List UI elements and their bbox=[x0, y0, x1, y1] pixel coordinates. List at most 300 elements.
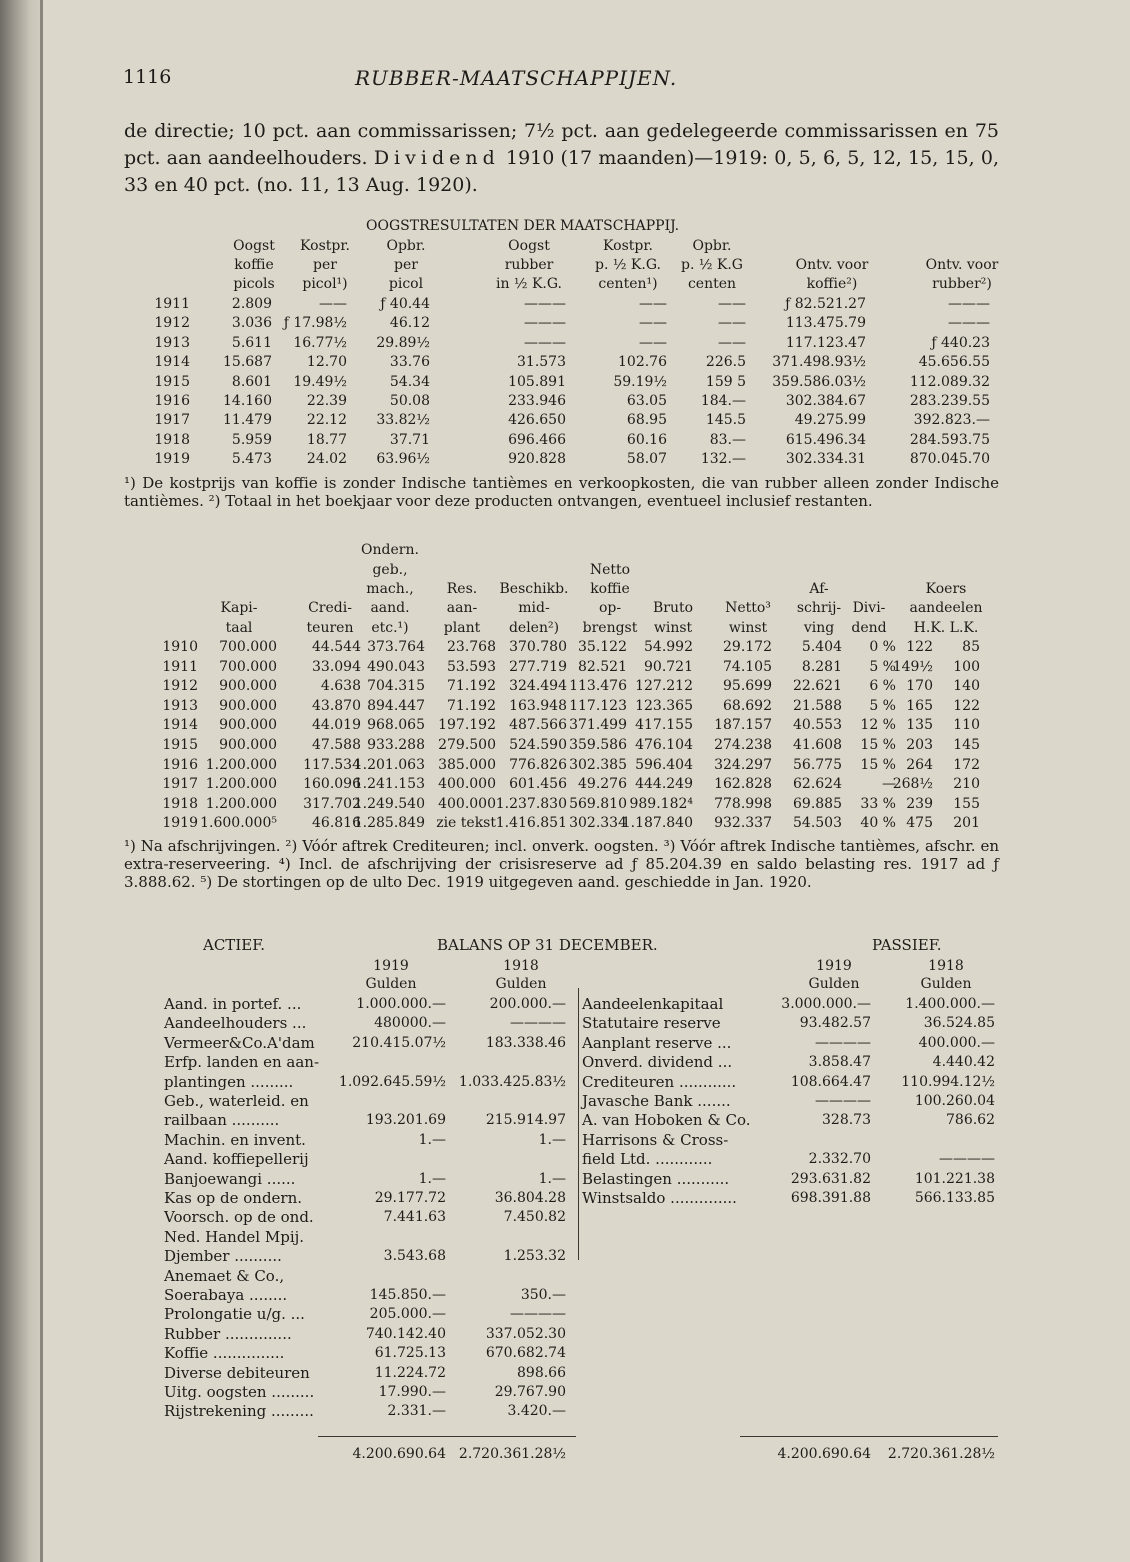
balance-actief-1918: 670.682.74 bbox=[485, 1345, 566, 1362]
balance-passief-label: PASSIEF. bbox=[872, 936, 942, 954]
harvest-row-year: 1918 bbox=[154, 431, 190, 448]
balance-actief-1919: 1.— bbox=[418, 1131, 446, 1148]
finance-cell: 700.000 bbox=[219, 639, 277, 655]
finance-cell: 490.043 bbox=[367, 658, 425, 675]
finance-cell: 0 % bbox=[869, 639, 896, 655]
finance-cell: 210 bbox=[953, 776, 980, 793]
balance-actief-item: Kas op de ondern. bbox=[164, 1189, 303, 1207]
finance-cell: 1.187.840 bbox=[621, 815, 693, 832]
finance-cell: 900.000 bbox=[219, 737, 277, 753]
balance-passief-1918: 1.400.000.— bbox=[905, 996, 995, 1012]
harvest-cell: 5.611 bbox=[231, 334, 272, 351]
balance-actief-item: Rubber .............. bbox=[164, 1324, 292, 1343]
finance-cell: 444.249 bbox=[635, 776, 693, 793]
harvest-cell: 284.593.75 bbox=[909, 431, 990, 448]
finance-cell: 172 bbox=[953, 756, 980, 773]
harvest-header: per bbox=[313, 257, 337, 273]
harvest-cell: 392.823.— bbox=[913, 412, 990, 429]
harvest-header: Kostpr. bbox=[300, 238, 350, 254]
finance-cell: 122 bbox=[906, 639, 933, 655]
harvest-cell: 184.— bbox=[700, 393, 746, 409]
finance-cell: 778.998 bbox=[714, 795, 772, 812]
balance-actief-1919: 29.177.72 bbox=[374, 1190, 446, 1206]
harvest-cell: 24.02 bbox=[306, 451, 347, 468]
finance-footnote: ¹) Na afschrijvingen. ²) Vóór aftrek Crediteuren; incl. onverk. oogsten. ³) Vóór aftrek Indische tantièmes, afschr. en extra-reserveering. ⁴) Incl. de afschrijving der crisisreserve ad ƒ 85.204.39 en saldo belasting res. 1917 ad ƒ 3.888.62. ⁵) De stortingen op de ulto Dec. 1919 uitgegeven aand. geschiedde in Jan. 1920. bbox=[124, 837, 999, 891]
balance-actief-1919: 1.— bbox=[418, 1170, 446, 1187]
finance-cell: 74.105 bbox=[723, 658, 772, 675]
finance-cell: 110 bbox=[953, 717, 980, 734]
finance-cell: 476.104 bbox=[635, 737, 693, 753]
balance-actief-1919: 17.990.— bbox=[378, 1384, 446, 1400]
finance-cell: 8.281 bbox=[801, 658, 842, 675]
finance-cell: 203 bbox=[906, 737, 933, 753]
finance-header: winst bbox=[653, 620, 693, 636]
finance-cell: 264 bbox=[906, 756, 933, 773]
finance-cell: 776.826 bbox=[509, 756, 567, 773]
balance-actief-item: Diverse debiteuren bbox=[164, 1363, 310, 1382]
balance-actief-item: Koffie ............... bbox=[164, 1344, 285, 1363]
harvest-cell: —— bbox=[319, 296, 347, 312]
harvest-cell: 14.160 bbox=[223, 393, 272, 409]
balance-actief-1918: 1.— bbox=[538, 1170, 566, 1187]
balance-actief-label: ACTIEF. bbox=[203, 936, 266, 954]
harvest-cell: ƒ 440.23 bbox=[931, 334, 990, 351]
finance-header: ving bbox=[803, 620, 835, 636]
balance-actief-item: Anemaet & Co., bbox=[164, 1266, 285, 1285]
harvest-cell: 870.045.70 bbox=[909, 451, 990, 468]
page-number: 1116 bbox=[123, 66, 172, 88]
harvest-cell: 22.12 bbox=[306, 412, 347, 429]
harvest-cell: 15.687 bbox=[223, 354, 272, 371]
finance-cell: 22.621 bbox=[793, 678, 842, 695]
balance-passief-1919: 108.664.47 bbox=[790, 1073, 871, 1090]
finance-cell: 5 % bbox=[869, 658, 896, 675]
finance-cell: 82.521 bbox=[578, 658, 627, 675]
finance-cell: 900.000 bbox=[219, 717, 277, 734]
balance-actief-item: Voorsch. op de ond. bbox=[164, 1208, 314, 1227]
finance-cell: 317.702 bbox=[303, 795, 361, 812]
harvest-cell: 29.89½ bbox=[376, 334, 430, 351]
balance-actief-1918: 337.052.30 bbox=[485, 1325, 566, 1342]
balance-actief-1918: 3.420.— bbox=[507, 1403, 566, 1420]
balance-actief-total-rule bbox=[318, 1436, 576, 1437]
intro-text-1: de directie; 10 pct. aan commissarissen; 7½ pct. aan gedelegeerde commissarissen en 75 pct. aan aandeelhouders. bbox=[124, 120, 999, 169]
finance-cell: 1.241.153 bbox=[353, 776, 425, 793]
harvest-cell: 371.498.93½ bbox=[772, 354, 866, 371]
balance-actief-item: Djember .......... bbox=[164, 1247, 282, 1266]
finance-cell: 1.200.000 bbox=[205, 756, 277, 773]
harvest-cell: 63.96½ bbox=[376, 451, 430, 468]
finance-cell: 371.499 bbox=[569, 717, 627, 734]
harvest-cell: 18.77 bbox=[306, 431, 347, 448]
balance-passief-item: A. van Hoboken & Co. bbox=[582, 1111, 751, 1130]
intro-text-2: 1910 (17 maanden)—1919: 0, 5, 6, 5, 12, 15, 15, 0, 33 en 40 pct. (no. 11, 13 Aug. 1920). bbox=[124, 147, 1000, 196]
harvest-cell: ——— bbox=[524, 334, 566, 351]
finance-header: H.K. L.K. bbox=[913, 620, 979, 636]
finance-row-year: 1913 bbox=[162, 697, 198, 714]
finance-row-year: 1915 bbox=[162, 737, 198, 753]
balance-passief-item: field Ltd. ............ bbox=[582, 1150, 713, 1169]
finance-cell: 54.503 bbox=[793, 815, 842, 832]
harvest-row-year: 1913 bbox=[154, 334, 190, 351]
balance-actief-item: Geb., waterleid. en bbox=[164, 1092, 309, 1110]
balance-passief-1918: ———— bbox=[939, 1151, 995, 1168]
finance-header: delen²) bbox=[508, 620, 560, 636]
balance-actief-1918: 36.804.28 bbox=[494, 1190, 566, 1206]
finance-header: Netto³ bbox=[725, 600, 771, 616]
balance-actief-1919: 480000.— bbox=[374, 1015, 446, 1032]
balance-actief-1918: 183.338.46 bbox=[485, 1034, 566, 1051]
balance-actief-1919: 205.000.— bbox=[369, 1306, 446, 1323]
balance-passief-total-rule bbox=[740, 1436, 998, 1437]
balance-actief-1919: 1.092.645.59½ bbox=[338, 1073, 446, 1090]
finance-row-year: 1918 bbox=[162, 795, 198, 812]
finance-header: plant bbox=[443, 620, 481, 636]
finance-cell: 596.404 bbox=[635, 756, 693, 773]
finance-cell: 127.212 bbox=[635, 678, 693, 695]
finance-cell: 5 % bbox=[869, 697, 896, 714]
finance-cell: 149½ bbox=[892, 658, 933, 675]
balance-actief-item: Vermeer&Co.A'dam bbox=[164, 1033, 315, 1052]
finance-cell: 187.157 bbox=[714, 717, 772, 734]
finance-cell: 968.065 bbox=[367, 717, 425, 734]
finance-cell: 989.182⁴ bbox=[629, 795, 693, 812]
balance-actief-item: Aand. in portef. ... bbox=[164, 995, 302, 1013]
finance-cell: 201 bbox=[953, 815, 980, 832]
balance-passief-item: Aanplant reserve ... bbox=[582, 1033, 732, 1052]
finance-cell: 21.588 bbox=[793, 697, 842, 714]
balance-actief-1918: 29.767.90 bbox=[494, 1384, 566, 1400]
harvest-header: picols bbox=[233, 276, 275, 292]
harvest-cell: 3.036 bbox=[231, 315, 272, 332]
balance-actief-item: Ned. Handel Mpij. bbox=[164, 1227, 305, 1246]
harvest-cell: 68.95 bbox=[626, 412, 667, 429]
harvest-table-title: OOGSTRESULTATEN DER MAATSCHAPPIJ. bbox=[366, 218, 680, 234]
finance-cell: 145 bbox=[953, 737, 980, 753]
balance-actief-1919: 11.224.72 bbox=[374, 1364, 446, 1381]
harvest-cell: 426.650 bbox=[508, 412, 566, 429]
harvest-row-year: 1917 bbox=[154, 412, 190, 429]
finance-row-year: 1919 bbox=[162, 815, 198, 832]
balance-passief-total-1919: 4.200.690.64 bbox=[777, 1446, 871, 1462]
finance-cell: 704.315 bbox=[367, 678, 425, 695]
harvest-cell: 145.5 bbox=[705, 412, 746, 429]
balance-actief-1918: 7.450.82 bbox=[503, 1209, 566, 1226]
harvest-cell: 113.475.79 bbox=[785, 315, 866, 332]
finance-cell: 5.404 bbox=[801, 639, 842, 655]
finance-header: teuren bbox=[306, 620, 354, 636]
finance-cell: 900.000 bbox=[219, 697, 277, 714]
finance-cell: 49.276 bbox=[578, 776, 627, 793]
finance-cell: 400.000 bbox=[438, 795, 496, 812]
harvest-cell: 359.586.03½ bbox=[772, 373, 866, 390]
finance-header: koffie bbox=[590, 581, 630, 597]
harvest-header: koffie bbox=[234, 257, 274, 273]
finance-cell: 29.172 bbox=[723, 639, 772, 655]
balance-actief-1919: 740.142.40 bbox=[365, 1325, 446, 1342]
finance-row-year: 1914 bbox=[162, 717, 198, 734]
balance-passief-1919: 93.482.57 bbox=[799, 1015, 871, 1032]
finance-header: Koers bbox=[925, 581, 967, 597]
finance-cell: 373.764 bbox=[367, 639, 425, 655]
finance-cell: 197.192 bbox=[438, 717, 496, 734]
finance-cell: 68.692 bbox=[723, 697, 772, 714]
balance-passief-1919: ———— bbox=[815, 1093, 871, 1109]
finance-header: geb., bbox=[372, 562, 408, 578]
balance-actief-1918: ———— bbox=[510, 1306, 566, 1323]
harvest-cell: 54.34 bbox=[389, 373, 430, 390]
finance-row-year: 1912 bbox=[162, 678, 198, 695]
balance-actief-1918: 350.— bbox=[520, 1287, 566, 1303]
harvest-cell: 696.466 bbox=[508, 431, 566, 448]
harvest-cell: 117.123.47 bbox=[785, 334, 866, 351]
balance-actief-unit1: Gulden bbox=[365, 976, 417, 992]
finance-header: Beschikb. bbox=[499, 581, 569, 597]
harvest-cell: ——— bbox=[948, 296, 990, 312]
finance-header: etc.¹) bbox=[371, 620, 409, 636]
balance-actief-unit2: Gulden bbox=[495, 976, 547, 992]
finance-cell: 160.096 bbox=[303, 776, 361, 793]
harvest-cell: 83.— bbox=[709, 431, 746, 448]
harvest-cell: 22.39 bbox=[306, 393, 347, 409]
balance-passief-total-1918: 2.720.361.28½ bbox=[887, 1446, 995, 1462]
harvest-cell: 37.71 bbox=[389, 431, 430, 448]
harvest-cell: 112.089.32 bbox=[909, 373, 990, 390]
finance-cell: 4.638 bbox=[320, 678, 361, 695]
finance-cell: 524.590 bbox=[509, 737, 567, 753]
harvest-row-year: 1916 bbox=[154, 393, 190, 409]
harvest-cell: —— bbox=[639, 315, 667, 332]
harvest-cell: 132.— bbox=[700, 451, 746, 468]
harvest-cell: 46.12 bbox=[389, 315, 430, 332]
balance-actief-1918: 1.— bbox=[538, 1131, 566, 1148]
harvest-cell: ——— bbox=[948, 315, 990, 332]
running-head: RUBBER-MAATSCHAPPIJEN. bbox=[355, 66, 678, 90]
balance-actief-year2: 1918 bbox=[503, 958, 539, 974]
balance-passief-item: Javasche Bank ....... bbox=[582, 1092, 731, 1110]
finance-cell: 43.870 bbox=[312, 697, 361, 714]
balance-passief-1918: 4.440.42 bbox=[932, 1054, 995, 1071]
finance-header: mach., bbox=[366, 581, 414, 597]
finance-cell: 569.810 bbox=[569, 795, 627, 812]
finance-cell: 268½ bbox=[892, 776, 933, 793]
harvest-cell: 159 5 bbox=[705, 373, 746, 390]
harvest-row-year: 1912 bbox=[154, 315, 190, 332]
finance-header: Res. bbox=[446, 581, 478, 597]
finance-cell: 69.885 bbox=[793, 795, 842, 812]
balance-passief-year2: 1918 bbox=[928, 958, 964, 974]
balance-passief-1918: 36.524.85 bbox=[923, 1015, 995, 1032]
finance-cell: 302.385 bbox=[569, 756, 627, 773]
balance-actief-1919: 7.441.63 bbox=[383, 1209, 446, 1226]
finance-header: Ondern. bbox=[361, 542, 419, 558]
finance-cell: 40 % bbox=[860, 815, 896, 832]
finance-cell: 170 bbox=[906, 678, 933, 695]
balance-actief-item: Machin. en invent. bbox=[164, 1130, 306, 1149]
harvest-cell: 302.334.31 bbox=[785, 451, 866, 468]
finance-cell: 162.828 bbox=[714, 776, 772, 793]
finance-cell: 41.608 bbox=[793, 737, 842, 753]
finance-cell: 1.285.849 bbox=[353, 815, 425, 832]
balance-actief-1918: 1.253.32 bbox=[503, 1248, 566, 1265]
balance-passief-1918: 786.62 bbox=[946, 1112, 995, 1129]
harvest-cell: 60.16 bbox=[626, 431, 667, 448]
balance-passief-item: Statutaire reserve bbox=[582, 1014, 721, 1033]
harvest-cell: —— bbox=[718, 334, 746, 351]
harvest-cell: 11.479 bbox=[223, 412, 272, 429]
finance-header: dend bbox=[851, 620, 887, 636]
finance-cell: 163.948 bbox=[509, 697, 567, 714]
finance-row-year: 1911 bbox=[162, 658, 198, 675]
intro-dividend-label: Dividend bbox=[373, 147, 500, 169]
finance-header: Credi- bbox=[308, 600, 352, 616]
finance-header: winst bbox=[728, 620, 768, 636]
finance-cell: 601.456 bbox=[509, 776, 567, 793]
finance-header: aand. bbox=[370, 600, 410, 616]
balance-actief-1919: 210.415.07½ bbox=[352, 1034, 446, 1051]
balance-passief-1919: 3.858.47 bbox=[808, 1054, 871, 1071]
harvest-cell: 920.828 bbox=[508, 451, 566, 468]
finance-header: Netto bbox=[589, 562, 631, 578]
finance-cell: 23.768 bbox=[447, 639, 496, 655]
finance-cell: 117.534 bbox=[303, 756, 361, 773]
harvest-footnote: ¹) De kostprijs van koffie is zonder Indische tantièmes en verkoopkosten, die van rubber alleen zonder Indische tantièmes. ²) Totaal in het boekjaar voor deze producten ontvangen, eventueel inclusief restanten. bbox=[124, 474, 999, 510]
harvest-cell: 283.239.55 bbox=[909, 393, 990, 409]
harvest-row-year: 1915 bbox=[154, 373, 190, 390]
harvest-cell: 615.496.34 bbox=[785, 431, 866, 448]
finance-cell: 53.593 bbox=[447, 658, 496, 675]
finance-cell: 100 bbox=[953, 658, 980, 675]
finance-cell: 47.588 bbox=[312, 737, 361, 753]
balance-passief-item: Harrisons & Cross- bbox=[582, 1130, 729, 1149]
balance-actief-item: Uitg. oogsten ......... bbox=[164, 1383, 315, 1401]
balance-actief-item: Erfp. landen en aan- bbox=[164, 1053, 320, 1072]
balance-actief-1918: 898.66 bbox=[517, 1364, 566, 1381]
balance-actief-item: Prolongatie u/g. ... bbox=[164, 1305, 305, 1324]
finance-cell: 239 bbox=[906, 795, 933, 812]
harvest-cell: 16.77½ bbox=[293, 334, 347, 351]
harvest-cell: 5.473 bbox=[231, 451, 272, 468]
finance-cell: 279.500 bbox=[438, 737, 496, 753]
balance-passief-1918: 400.000.— bbox=[918, 1034, 995, 1051]
balance-passief-1918: 100.260.04 bbox=[914, 1093, 995, 1109]
balance-actief-1918: 200.000.— bbox=[489, 996, 566, 1012]
balance-actief-item: Aandeelhouders ... bbox=[164, 1014, 307, 1033]
harvest-header: Kostpr. bbox=[603, 238, 653, 254]
finance-cell: 6 % bbox=[869, 678, 896, 695]
harvest-header: centen bbox=[687, 276, 737, 292]
finance-cell: 400.000 bbox=[438, 776, 496, 793]
finance-cell: 15 % bbox=[860, 737, 896, 753]
balance-actief-1919: 145.850.— bbox=[369, 1287, 446, 1303]
harvest-cell: 102.76 bbox=[618, 354, 667, 371]
balance-passief-1918: 566.133.85 bbox=[914, 1190, 995, 1206]
finance-cell: 1.200.000 bbox=[205, 776, 277, 793]
finance-cell: 385.000 bbox=[438, 756, 496, 773]
finance-header: schrij- bbox=[796, 600, 842, 616]
balance-actief-year1: 1919 bbox=[373, 958, 409, 974]
finance-header: Divi- bbox=[852, 600, 886, 616]
harvest-row-year: 1919 bbox=[154, 451, 190, 468]
harvest-cell: ——— bbox=[524, 315, 566, 332]
harvest-cell: —— bbox=[639, 334, 667, 351]
finance-row-year: 1916 bbox=[162, 756, 198, 773]
finance-cell: 1.416.851 bbox=[495, 815, 567, 832]
balance-passief-item: Aandeelenkapitaal bbox=[582, 995, 724, 1013]
harvest-header: rubber²) bbox=[932, 276, 992, 292]
balance-actief-item: Soerabaya ........ bbox=[164, 1286, 288, 1304]
balance-passief-1919: 2.332.70 bbox=[808, 1151, 871, 1168]
balance-actief-1918: 1.033.425.83½ bbox=[458, 1073, 566, 1090]
harvest-header: p. ½ K.G bbox=[681, 257, 743, 273]
finance-cell: 1.237.830 bbox=[495, 795, 567, 812]
balance-passief-1919: 293.631.82 bbox=[790, 1170, 871, 1187]
harvest-cell: ƒ 40.44 bbox=[380, 296, 430, 312]
balance-passief-1919: 328.73 bbox=[822, 1112, 871, 1129]
finance-cell: 475 bbox=[906, 815, 933, 832]
balance-actief-total-1919: 4.200.690.64 bbox=[352, 1446, 446, 1462]
finance-cell: 90.721 bbox=[644, 658, 693, 675]
finance-cell: — bbox=[882, 776, 896, 793]
balance-actief-1919: 61.725.13 bbox=[374, 1345, 446, 1362]
balance-actief-item: railbaan .......... bbox=[164, 1111, 280, 1130]
finance-cell: 54.992 bbox=[644, 639, 693, 655]
harvest-cell: 33.82½ bbox=[376, 412, 430, 429]
harvest-header: Ontv. voor bbox=[925, 257, 999, 273]
finance-cell: 62.624 bbox=[793, 776, 842, 793]
finance-cell: 117.123 bbox=[569, 697, 627, 714]
harvest-header: picol¹) bbox=[302, 276, 348, 292]
balance-passief-item: Crediteuren ............ bbox=[582, 1072, 737, 1091]
harvest-header: centen¹) bbox=[598, 276, 658, 292]
finance-cell: 324.494 bbox=[509, 678, 567, 695]
harvest-cell: 63.05 bbox=[626, 393, 667, 409]
harvest-cell: 302.384.67 bbox=[785, 393, 866, 409]
harvest-cell: 12.70 bbox=[306, 354, 347, 371]
harvest-cell: 233.946 bbox=[508, 393, 566, 409]
finance-cell: 12 % bbox=[860, 717, 896, 734]
balance-actief-1919: 3.543.68 bbox=[383, 1248, 446, 1265]
balance-passief-item: Onverd. dividend ... bbox=[582, 1053, 733, 1072]
balance-divider bbox=[578, 988, 579, 1260]
balance-actief-item: Banjoewangi ...... bbox=[164, 1169, 296, 1188]
finance-cell: 324.297 bbox=[714, 756, 772, 773]
harvest-header: p. ½ K.G. bbox=[595, 257, 661, 273]
finance-cell: 274.238 bbox=[714, 737, 772, 753]
finance-cell: 15 % bbox=[860, 756, 896, 773]
balance-passief-1919: 3.000.000.— bbox=[781, 996, 871, 1012]
harvest-cell: 50.08 bbox=[389, 393, 430, 409]
finance-header: brengst bbox=[582, 620, 638, 636]
harvest-cell: —— bbox=[639, 296, 667, 312]
harvest-header: Opbr. bbox=[692, 238, 732, 254]
finance-header: Af- bbox=[809, 581, 829, 597]
finance-cell: 1.200.000 bbox=[205, 795, 277, 812]
balance-actief-1919: 2.331.— bbox=[387, 1403, 446, 1420]
finance-row-year: 1910 bbox=[162, 639, 198, 655]
balance-title: BALANS OP 31 DECEMBER. bbox=[437, 936, 658, 954]
finance-header: Bruto bbox=[652, 600, 694, 616]
finance-cell: zie tekst bbox=[436, 815, 496, 832]
balance-actief-1918: ———— bbox=[510, 1015, 566, 1032]
finance-cell: 700.000 bbox=[219, 658, 277, 675]
harvest-row-year: 1914 bbox=[154, 354, 190, 371]
finance-cell: 900.000 bbox=[219, 678, 277, 695]
harvest-cell: 33.76 bbox=[389, 354, 430, 371]
balance-actief-1918: 215.914.97 bbox=[485, 1112, 566, 1129]
balance-passief-unit2: Gulden bbox=[920, 976, 972, 992]
harvest-cell: 19.49½ bbox=[293, 373, 347, 390]
